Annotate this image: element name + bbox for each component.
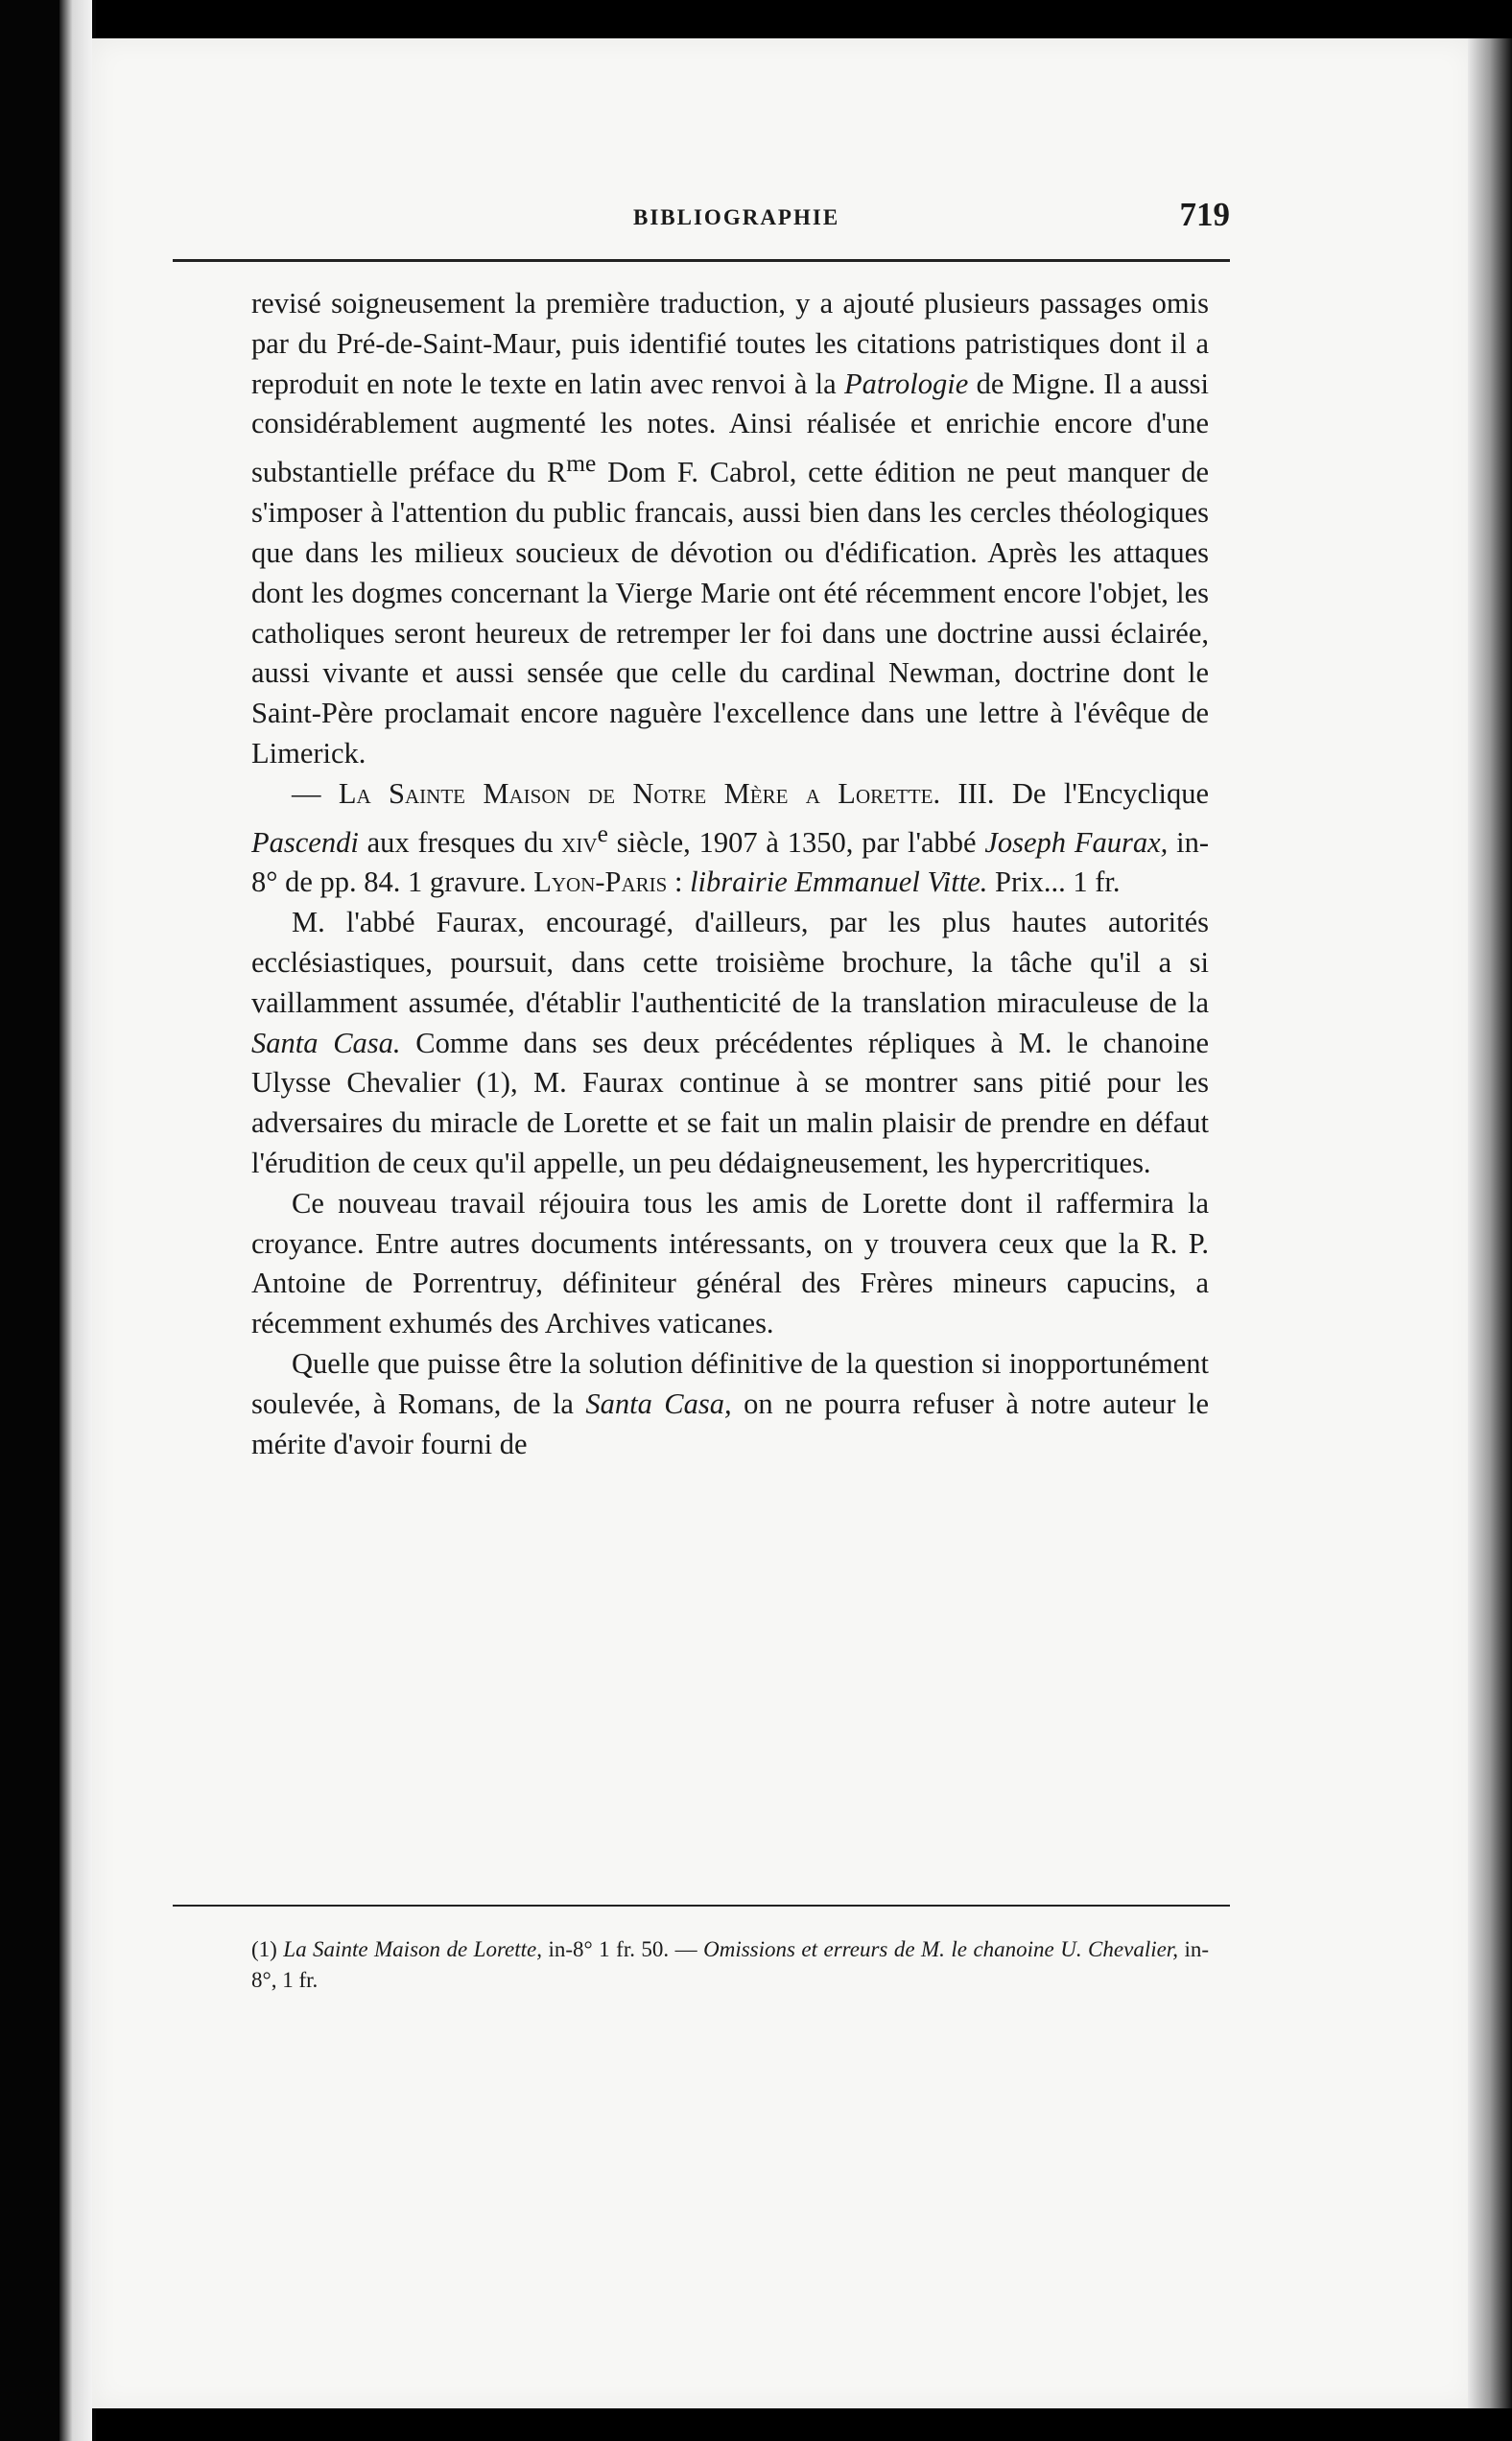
text-run: in-8°, 1 fr. (251, 1937, 1209, 1992)
price: Prix... 1 fr. (987, 865, 1121, 899)
header-rule (173, 259, 1230, 262)
paragraph-4: Ce nouveau travail réjouira tous les amis de Lorette dont il raffermira la croyance. Entre autres documents intéressants, on y trouvera ceux que la R. P. Antoine de Porrentruy, définiteur général des Frères mineurs capucins, a récemment exhumés des Archives vaticanes. (251, 1186, 1209, 1340)
footnote (251, 1934, 1209, 1996)
text-run: siècle, 1907 à 1350, par l'abbé (607, 825, 985, 859)
text-run: . III. De l'Encyclique (933, 776, 1210, 810)
paragraph-3 (251, 903, 1209, 1184)
text-run: de Migne. Il a aussi considérablement augmenté les notes. Ainsi réalisée et enrichie encore d'une substantielle préface du R (251, 367, 1209, 489)
paragraph-1 (251, 284, 1209, 774)
superscript: me (566, 450, 597, 478)
footnote-rule (173, 1905, 1230, 1907)
text-run: on ne pourra refuser à notre auteur le mérite d'avoir fourni de (251, 1386, 1210, 1460)
book-title: La Sainte Maison de Notre Mère a Lorette (338, 776, 933, 810)
text-run: Dom F. Cabrol, cette édition ne peut manquer de s'imposer à l'attention du public francais, aussi bien dans les cercles théologiques que dans les milieux soucieux de dévotion ou d'édification. Après les attaques dont les dogmes concernant la Vierge Marie ont été récemment encore l'objet, les catholiques seront heureux de retremper ler foi dans une doctrine aussi éclairée, aussi vivante et aussi sensée que celle du cardinal Newman, doctrine dont le Saint-Père proclamait encore naguère l'excellence dans une lettre à l'évêque de Limerick. (251, 456, 1209, 770)
text-run: in-8° 1 fr. 50. — (542, 1937, 704, 1961)
footnote-title: Omissions et erreurs de M. le chanoine U. Chevalier, (703, 1937, 1178, 1961)
text-run: M. l'abbé Faurax, encouragé, d'ailleurs, par les plus hautes autorités ecclésiastiques, poursuit, dans cette troisième brochure, la tâche qu'il a si vaillamment assumée, d'établir l'authenticité de la translation miraculeuse de la (251, 906, 1209, 1019)
footnote-title: La Sainte Maison de Lorette, (283, 1937, 542, 1961)
paragraph-5 (251, 1344, 1209, 1464)
page-number: 719 (1179, 196, 1230, 233)
publisher-city: Lyon-Paris (533, 865, 668, 899)
footnote-marker: (1) (251, 1937, 284, 1961)
author-name: Joseph Faurax, (984, 825, 1169, 859)
text-run: in-8° de pp. 84. 1 gravure. (251, 825, 1209, 899)
italic-term: Santa Casa. (251, 1026, 401, 1059)
text-run: aux fresques du (358, 825, 562, 859)
italic-title: Pascendi (251, 825, 359, 859)
italic-term: Santa Casa, (585, 1386, 732, 1420)
roman-numeral: xiv (561, 825, 598, 859)
paragraph-2-entry (251, 774, 1209, 904)
running-title: BIBLIOGRAPHIE (633, 205, 840, 229)
text-run: — (292, 776, 339, 810)
publisher-name: librairie Emmanuel Vitte. (690, 865, 988, 899)
body-text (251, 284, 1209, 1464)
text-run: Comme dans ses deux précédentes répliques à M. le chanoine Ulysse Chevalier (1), M. Faurax continue à se montrer sans pitié pour les adversaires du miracle de Lorette et se fait un malin plaisir de prendre en défaut l'érudition de ceux qu'il appelle, un peu dédaigneusement, les hypercritiques. (251, 1026, 1209, 1180)
italic-title: Patrologie (843, 367, 969, 400)
text-run: : (667, 865, 691, 899)
text-run: Quelle que puisse être la solution définitive de la question si inopportunément soulevée, à Romans, de la (251, 1347, 1209, 1420)
text-run: revisé soigneusement la première traduction, y a ajouté plusieurs passages omis par du Pré-de-Saint-Maur, puis identifié toutes les citations patristiques dont il a reproduit en note le texte en latin avec renvoi à la (251, 287, 1209, 400)
page-right-edge (1468, 38, 1512, 2408)
running-header (173, 178, 1230, 246)
page-gutter (59, 0, 92, 2441)
superscript: e (597, 819, 608, 847)
